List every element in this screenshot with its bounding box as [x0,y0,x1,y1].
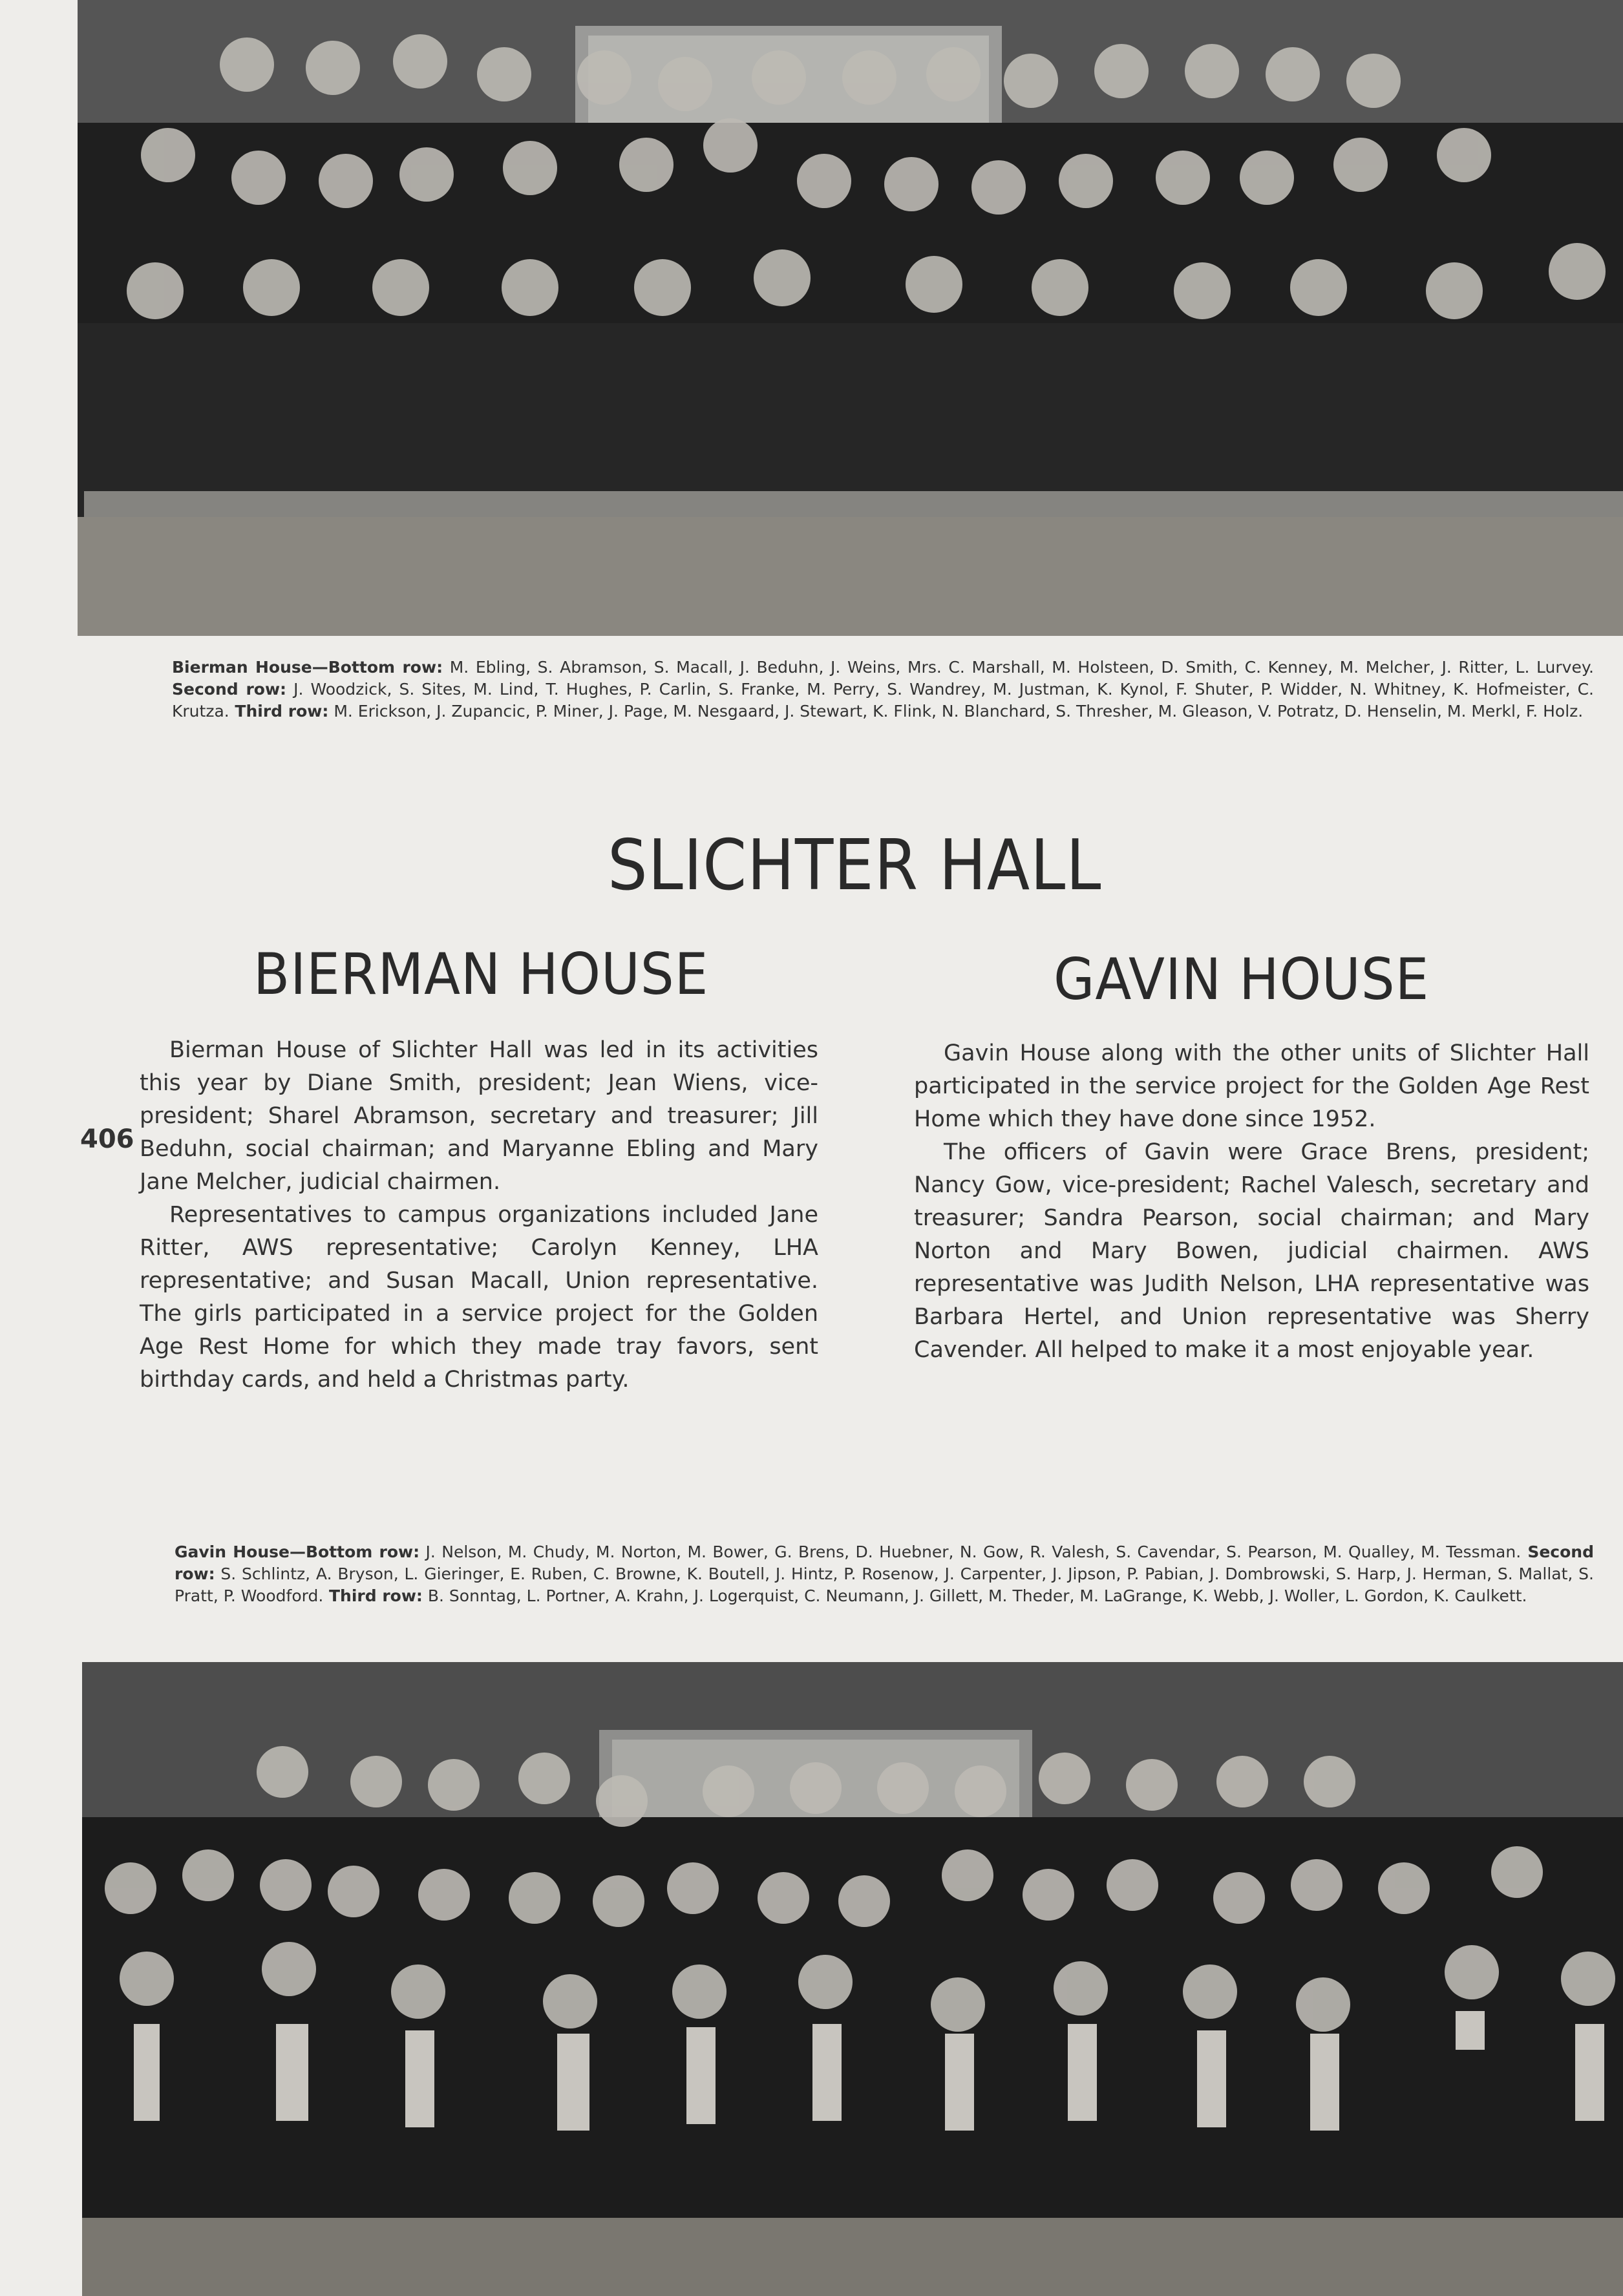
caption-row-label: Second row: [172,680,287,699]
caption-house-name: Bierman House [172,658,312,677]
caption-row-names: B. Sonntag, L. Portner, A. Krahn, J. Logerquist, C. Neumann, J. Gillett, M. Theder, M. LaGrange, K. Webb, J. Woller, L. Gordon, K. Caulkett. [422,1586,1527,1605]
caption-row-names: J. Woodzick, S. Sites, M. Lind, T. Hughes, P. Carlin, S. Franke, M. Perry, S. Wandrey, M. Justman, K. Kynol, F. Shuter, P. Widder, N. Whitney, K. Hofmeister, C. Krutza. [172,680,1594,721]
caption-row-names: M. Ebling, S. Abramson, S. Macall, J. Beduhn, J. Weins, Mrs. C. Marshall, M. Holsteen, D. Smith, C. Kenney, M. Melcher, J. Ritter, L. Lurvey. [443,658,1594,677]
caption-row-names: M. Erickson, J. Zupancic, P. Miner, J. Page, M. Nesgaard, J. Stewart, K. Flink, N. Blanchard, S. Thresher, M. Gleason, V. Potratz, D. Henselin, M. Merkl, F. Holz. [328,702,1584,721]
caption-row-label: —Bottom row: [289,1543,420,1561]
page-number: 406 [80,1124,134,1154]
bierman-house-heading: BIERMAN HOUSE [253,941,709,1007]
caption-house-name: Gavin House [175,1543,290,1561]
gavin-house-group-photo [82,1662,1623,2296]
article-paragraph: Gavin House along with the other units of Slichter Hall participated in the service project for the Golden Age Rest Home which they have done since 1952. [914,1040,1589,1132]
caption-row-label: Third row: [229,702,329,721]
bierman-house-article [140,1034,818,1396]
caption-row-label: —Bottom row: [312,658,443,677]
bierman-house-group-photo [78,0,1623,636]
page-title: SLICHTER HALL [608,825,1102,906]
caption-row-label: Second row: [175,1543,1594,1583]
gavin-photo-caption [175,1541,1594,1607]
article-paragraph: Bierman House of Slichter Hall was led in its activities this year by Diane Smith, president; Jean Wiens, vice-president; Sharel Abramson, secretary and treasurer; Jill Beduhn, social chairman; and Maryanne Ebling and Mary Jane Melcher, judicial chairmen. [140,1037,818,1195]
caption-row-label: Third row: [323,1586,423,1605]
bierman-photo-caption [172,657,1594,722]
article-paragraph: The officers of Gavin were Grace Brens, president; Nancy Gow, vice-president; Rachel Valesch, secretary and treasurer; Sandra Pearson, social chairman; and Mary Norton and Mary Bowen, judicial chairmen. AWS representative was Judith Nelson, LHA representative was Barbara Hertel, and Union representative was Sherry Cavender. All helped to make it a most enjoyable year. [914,1139,1589,1363]
gavin-house-heading: GAVIN HOUSE [1054,946,1430,1013]
article-paragraph: Representatives to campus organizations included Jane Ritter, AWS representative; Carolyn Kenney, LHA representative; and Susan Macall, Union representative. The girls participated in a service project for the Golden Age Rest Home for which they made tray favors, sent birthday cards, and held a Christmas party. [140,1202,818,1393]
caption-row-names: J. Nelson, M. Chudy, M. Norton, M. Bower, G. Brens, D. Huebner, N. Gow, R. Valesh, S. Cavendar, S. Pearson, M. Qualley, M. Tessman. [419,1543,1522,1561]
gavin-house-article [914,1037,1589,1367]
caption-row-names: S. Schlintz, A. Bryson, L. Gieringer, E. Ruben, C. Browne, K. Boutell, J. Hintz, P. Rosenow, J. Carpenter, J. Jipson, P. Pabian, J. Dombrowski, S. Harp, J. Herman, S. Mallat, S. Pratt, P. Woodford. [175,1564,1594,1605]
